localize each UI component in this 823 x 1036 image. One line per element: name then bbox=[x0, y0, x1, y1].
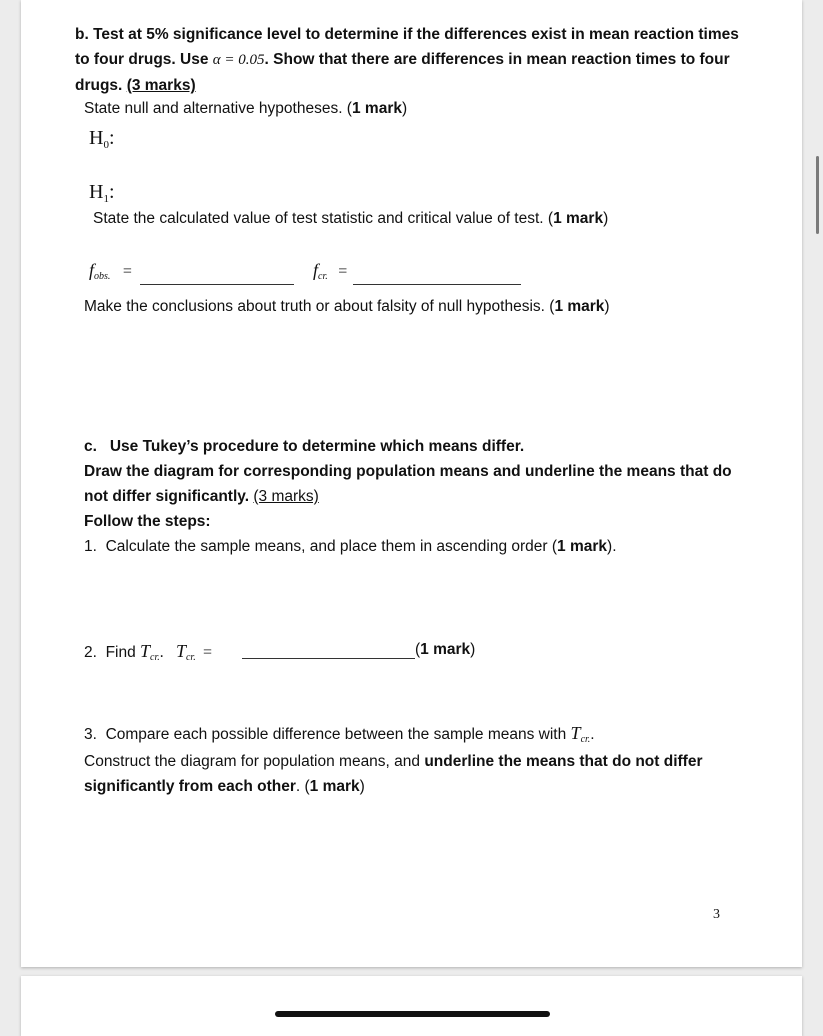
stat-prompt: State the calculated value of test statistic and critical value of test. (1 mark) bbox=[93, 210, 609, 227]
part-c-heading bbox=[84, 434, 764, 559]
f-obs-symbol: f bbox=[89, 260, 95, 280]
f-obs-equals: = bbox=[122, 263, 132, 280]
f-cr-equals: = bbox=[338, 263, 348, 280]
next-page bbox=[21, 976, 802, 1036]
t-cr-symbol: T bbox=[140, 641, 151, 661]
page-number: 3 bbox=[713, 907, 720, 922]
part-c-letter: c. bbox=[84, 438, 97, 455]
part-c-line3a: not differ significantly. bbox=[84, 488, 250, 505]
alpha-expression: α = 0.05 bbox=[212, 52, 265, 68]
f-cr-row bbox=[313, 260, 347, 281]
t-cr-symbol-2: T bbox=[175, 641, 186, 661]
conclusion-prompt: Make the conclusions about truth or about falsity of null hypothesis. (1 mark) bbox=[84, 298, 610, 315]
part-b-marks: (3 marks) bbox=[126, 77, 196, 94]
part-b-heading bbox=[75, 22, 763, 98]
part-b-line2b: . Show that there are differences in mean reaction times to four bbox=[264, 51, 730, 68]
scroll-indicator[interactable] bbox=[816, 156, 819, 234]
step-2-mark: (1 mark) bbox=[415, 641, 476, 658]
part-c-marks: (3 marks) bbox=[253, 488, 319, 505]
h1-label: $H_1$: bbox=[89, 181, 115, 205]
follow-steps: Follow the steps: bbox=[84, 513, 211, 530]
f-cr-symbol: f bbox=[313, 260, 319, 280]
part-b-line3a: drugs. bbox=[75, 77, 123, 94]
step-1: 1. Calculate the sample means, and place them in ascending order (1 mark). bbox=[84, 538, 617, 555]
step-2: 2. Find Tcr.. Tcr. = bbox=[84, 641, 213, 663]
part-b-letter: b. bbox=[75, 26, 89, 43]
f-cr-subscript: cr. bbox=[318, 271, 328, 282]
part-b-line1: Test at 5% significance level to determine if the differences exist in mean reaction times bbox=[93, 26, 739, 43]
part-c-line2: Draw the diagram for corresponding population means and underline the means that do bbox=[84, 463, 732, 480]
part-c-title: Use Tukey’s procedure to determine which means differ. bbox=[109, 438, 525, 455]
home-indicator[interactable] bbox=[275, 1011, 550, 1017]
f-obs-row bbox=[89, 260, 132, 281]
h0-label: $H_0$: bbox=[89, 127, 115, 151]
t-cr-blank[interactable] bbox=[242, 658, 415, 659]
f-obs-blank[interactable] bbox=[140, 284, 294, 285]
hypotheses-prompt: State null and alternative hypotheses. (1 mark) bbox=[84, 100, 408, 117]
f-cr-blank[interactable] bbox=[353, 284, 521, 285]
part-b-line2a: to four drugs. Use bbox=[75, 51, 209, 68]
f-obs-subscript: obs. bbox=[94, 271, 111, 282]
step-3: 3. Compare each possible difference between the sample means with Tcr.. Construct the diagram for population means, and underline the means that do not differ significantly from each other. (1 mark) bbox=[84, 723, 703, 795]
